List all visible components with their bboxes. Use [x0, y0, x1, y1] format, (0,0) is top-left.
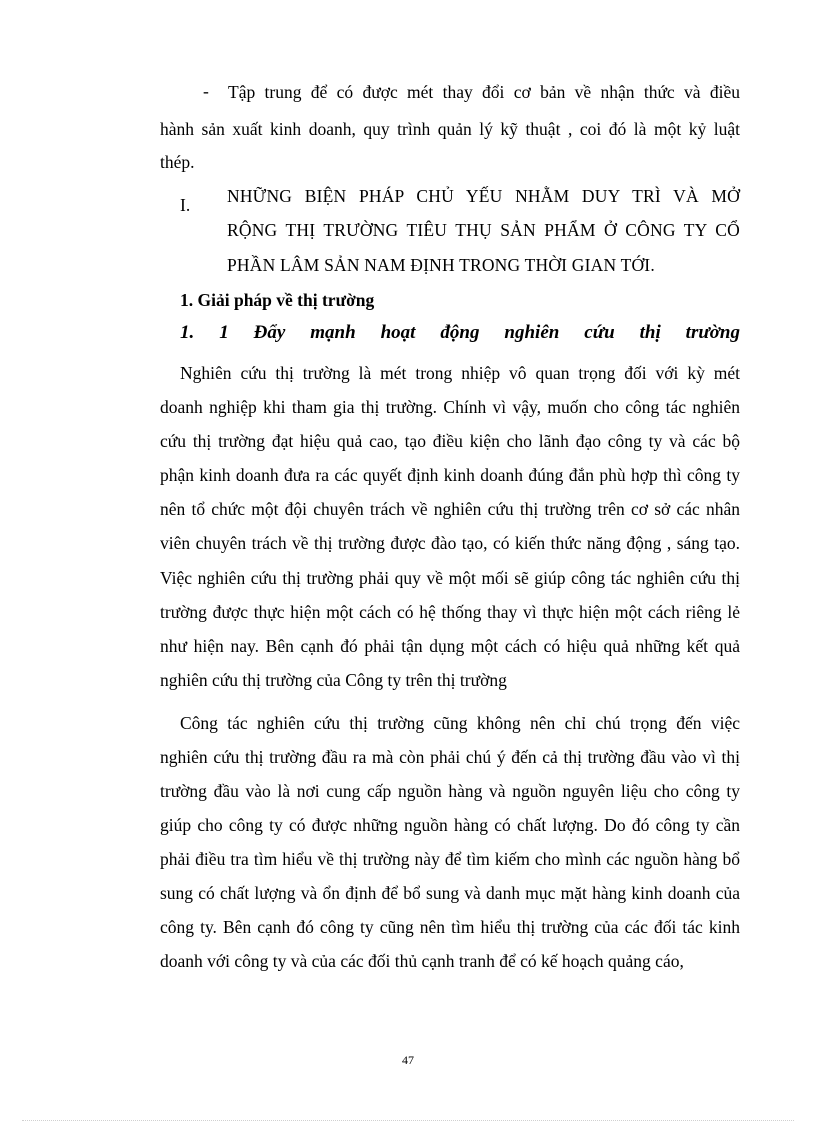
paragraph-1-line-2: doanh nghiệp khi tham gia thị trường. Chính vì vậy, muốn cho công tác nghiên — [160, 397, 740, 417]
subheading-market-research: 1. 1 Đẩy mạnh hoạt động nghiên cứu thị trường — [180, 322, 740, 343]
paragraph-1-line-4: phận kinh doanh đưa ra các quyết định kinh doanh đúng đắn phù hợp thì công ty — [160, 465, 740, 485]
paragraph-1-line-1: Nghiên cứu thị trường là mét trong nhiệp vô quan trọng đối với kỳ mét — [180, 363, 740, 383]
paragraph-1-line-3: cứu thị trường đạt hiệu quả cao, tạo điều kiện cho lãnh đạo công ty và các bộ — [160, 431, 740, 451]
bullet-line-1: Tập trung để có được mét thay đổi cơ bản về nhận thức và điều — [228, 82, 740, 102]
paragraph-1-line-5: nên tổ chức một đội chuyên trách về nghiên cứu thị trường trên cơ sở các nhân — [160, 499, 740, 519]
paragraph-2-line-4: giúp cho công ty có được những nguồn hàng có chất lượng. Do đó công ty cần — [160, 815, 740, 835]
paragraph-2-line-8: doanh với công ty và của các đối thủ cạnh tranh để có kế hoạch quảng cáo, — [160, 951, 684, 971]
bullet-marker: - — [203, 81, 209, 101]
paragraph-2-line-7: công ty. Bên cạnh đó công ty cũng nên tìm hiểu thị trường của các đối tác kinh — [160, 917, 740, 937]
paragraph-1-line-8: trường được thực hiện một cách có hệ thống thay vì thực hiện một cách riêng lẻ — [160, 602, 740, 622]
bullet-line-3: thép. — [160, 152, 195, 172]
paragraph-2-line-1: Công tác nghiên cứu thị trường cũng không nên chỉ chú trọng đến việc — [180, 713, 740, 733]
paragraph-2-line-2: nghiên cứu thị trường đầu ra mà còn phải chú ý đến cả thị trường đầu vào vì thị — [160, 747, 740, 767]
section-number: I. — [180, 195, 191, 215]
page-bottom-rule — [22, 1120, 794, 1121]
paragraph-2-line-5: phải điều tra tìm hiểu về thị trường này để tìm kiếm cho mình các nguồn hàng bổ — [160, 849, 740, 869]
paragraph-1-line-6: viên chuyên trách về thị trường được đào tạo, có kiến thức năng động , sáng tạo. — [160, 533, 740, 553]
section-heading-line-3: PHẦN LÂM SẢN NAM ĐỊNH TRONG THỜI GIAN TỚI. — [227, 255, 655, 275]
paragraph-1-line-10: nghiên cứu thị trường của Công ty trên thị trường — [160, 670, 507, 690]
paragraph-2-line-6: sung có chất lượng và ổn định để bổ sung và danh mục mặt hàng kinh doanh của — [160, 883, 740, 903]
paragraph-1-line-7: Việc nghiên cứu thị trường phải quy về một mối sẽ giúp công tác nghiên cứu thị — [160, 568, 740, 588]
bullet-line-2: hành sản xuất kinh doanh, quy trình quản lý kỹ thuật , coi đó là một kỷ luật — [160, 119, 740, 139]
paragraph-2-line-3: trường đầu vào là nơi cung cấp nguồn hàng và nguồn nguyên liệu cho công ty — [160, 781, 740, 801]
paragraph-1-line-9: như hiện nay. Bên cạnh đó phải tận dụng một cách có hiệu quả những kết quả — [160, 636, 740, 656]
page-number: 47 — [402, 1053, 414, 1067]
section-heading-line-1: NHỮNG BIỆN PHÁP CHỦ YẾU NHẰM DUY TRÌ VÀ MỞ — [227, 186, 740, 206]
section-heading-line-2: RỘNG THỊ TRƯỜNG TIÊU THỤ SẢN PHẨM Ở CÔNG TY CỔ — [227, 220, 740, 240]
subheading-market-solutions: 1. Giải pháp về thị trường — [180, 290, 375, 310]
